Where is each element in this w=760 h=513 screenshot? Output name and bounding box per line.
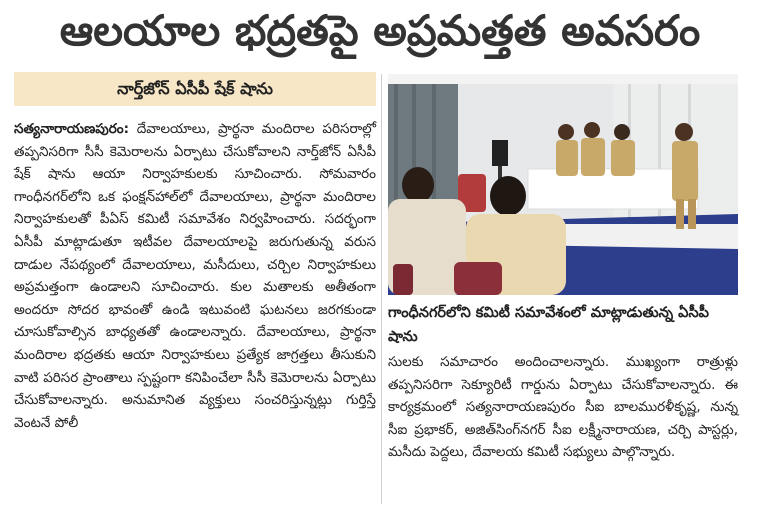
headline: ఆలయాల భద్రతపై అప్రమత్తత అవసరం — [59, 6, 701, 55]
photo-caption: గాంధీనగర్‌లోని కమిటీ సమావేశంలో మాట్లాడుతున్న ఏసీపీ షాను — [388, 305, 709, 345]
article-body-left — [14, 118, 376, 434]
dateline: సత్యనారాయణపురం: — [14, 121, 130, 137]
article-text-left: దేవాలయాలు, ప్రార్థనా మందిరాల పరిసరాల్లో తప్పనిసరిగా సీసీ కెమెరాలను ఏర్పాటు చేసుకోవాలని నార్త్‌జోన్ ఏసీపీ షేక్ షాను ఆయా నిర్వాహకులకు సూచించారు. సోమవారం గాంధీనగర్‌లోని ఒక ఫంక్షన్‌హాల్‌లో దేవాలయాలు, ప్రార్థనా మందిరాల నిర్వాహకులతో పీఏస్ కమిటీ సమావేశం నిర్వహించారు. సదర్భంగా ఏసీపీ మాట్లాడుతూ ఇటీవల దేవాలయాలపై జరుగుతున్న వరుస దాడుల నేపథ్యంలో దేవాలయాలు, మసీదులు, చర్చిల నిర్వాహకులు అప్రమత్తంగా ఉండాలని సూచించారు. కుల మతాలకు అతీతంగా అందరూ సోదర భావంతో ఉండి ఇటువంటి ఘటనలు జరగకుండా చూసుకోవాల్సిన బాధ్యతతో ఉండాలన్నారు. దేవాలయాలు, ప్రార్థనా మందిరాల భద్రతకు ఆయా నిర్వాహకులు ప్రత్యేక జాగ్రత్తలు తీసుకుని వాటి పరిసర ప్రాంతాలు స్పష్టంగా కనిపించేలా సీసీ కెమెరాలను ఏర్పాటు చేసుకోవాలన్నారు. అనుమానిత వ్యక్తులు సంచరిస్తున్నట్లు గుర్తిస్తే వెంటనే పోలీ — [14, 121, 376, 431]
article-body-right: సులకు సమాచారం అందించాలన్నారు. ముఖ్యంగా రాత్రుళ్లు తప్పనిసరిగా సెక్యూరిటీ గార్డును ఏర్పాటు చేసుకోవాలన్నారు. ఈ కార్యక్రమంలో సత్యనారాయణపురం సీఐ బాలమురళీకృష్ణ, నున్న సీఐ ప్రభాకర్, అజిత్‌సింగ్‌నగర్ సీఐ లక్ష్మీనారాయణ, చర్చి పాస్టర్లు, మసీదు పెద్దలు, దేవాలయ కమిటీ సభ్యులు పాల్గొన్నారు. — [388, 354, 738, 461]
meeting-photo-illustration — [388, 74, 738, 295]
news-photo — [388, 74, 738, 295]
left-column — [14, 72, 376, 502]
subhead-banner: నార్త్‌జోన్ ఏసీపీ షేక్ షాను — [14, 72, 376, 106]
column-divider — [381, 74, 382, 504]
